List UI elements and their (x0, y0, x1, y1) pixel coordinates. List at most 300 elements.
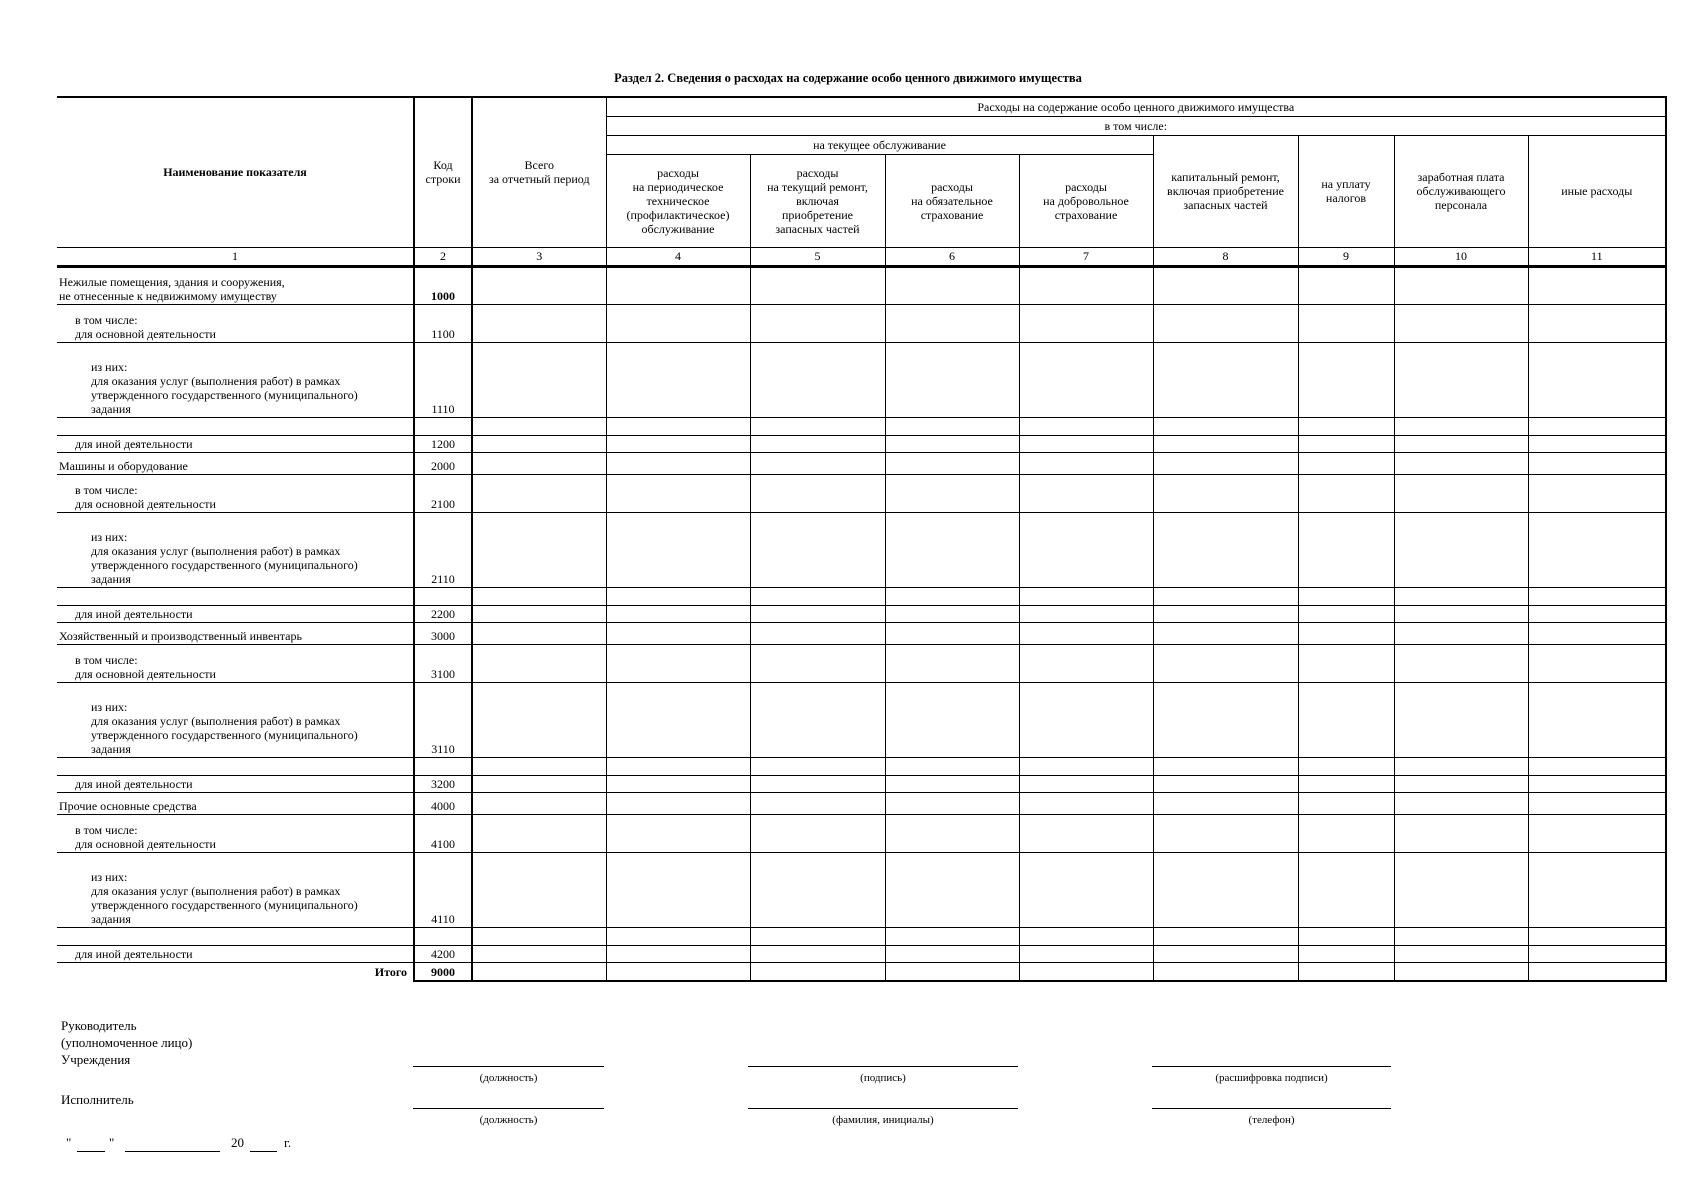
value-cell-col3[interactable] (472, 622, 606, 644)
value-cell-col11[interactable] (1528, 474, 1666, 512)
value-cell-col7[interactable] (1019, 945, 1153, 962)
value-cell-col4[interactable] (606, 927, 750, 945)
row-code: 2110 (414, 512, 472, 587)
value-cell-col8[interactable] (1153, 792, 1298, 814)
value-cell-col6[interactable] (885, 945, 1019, 962)
value-cell-col3[interactable] (472, 644, 606, 682)
header-code-col: Код строки (414, 97, 472, 247)
row-code: 2200 (414, 605, 472, 622)
value-cell-col3[interactable] (472, 512, 606, 587)
column-number: 1 (57, 247, 414, 266)
table-row (57, 587, 1666, 605)
header-col11: иные расходы (1528, 135, 1666, 247)
value-cell-col8[interactable] (1153, 417, 1298, 435)
total-cell-col10[interactable] (1394, 962, 1528, 981)
row-code (414, 587, 472, 605)
value-cell-col3[interactable] (472, 757, 606, 775)
date-quote-close: " (109, 1135, 115, 1150)
header-col6: расходы на обязательное страхование (885, 154, 1019, 247)
row-code (414, 417, 472, 435)
header-col10: заработная плата обслуживающего персонала (1394, 135, 1528, 247)
value-cell-col6[interactable] (885, 266, 1019, 304)
value-cell-col4[interactable] (606, 452, 750, 474)
value-cell-col9[interactable] (1298, 342, 1394, 417)
value-cell-col6[interactable] (885, 342, 1019, 417)
total-cell-col3[interactable] (472, 962, 606, 981)
column-number: 8 (1153, 247, 1298, 266)
value-cell-col11[interactable] (1528, 452, 1666, 474)
table-row (57, 945, 1666, 962)
value-cell-col7[interactable] (1019, 605, 1153, 622)
table-row (57, 452, 1666, 474)
total-cell-col5[interactable] (750, 962, 885, 981)
value-cell-col4[interactable] (606, 304, 750, 342)
value-cell-col10[interactable] (1394, 435, 1528, 452)
value-cell-col9[interactable] (1298, 417, 1394, 435)
table-body (57, 266, 1666, 981)
value-cell-col5[interactable] (750, 927, 885, 945)
row-name: для иной деятельности (57, 775, 414, 792)
value-cell-col10[interactable] (1394, 342, 1528, 417)
value-cell-col8[interactable] (1153, 644, 1298, 682)
value-cell-col7[interactable] (1019, 474, 1153, 512)
total-cell-col11[interactable] (1528, 962, 1666, 981)
row-name: в том числе: для основной деятельности (57, 814, 414, 852)
table-row (57, 435, 1666, 452)
date-century: 20 (231, 1135, 244, 1150)
value-cell-col9[interactable] (1298, 435, 1394, 452)
value-cell-col5[interactable] (750, 435, 885, 452)
value-cell-col4[interactable] (606, 775, 750, 792)
value-cell-col7[interactable] (1019, 622, 1153, 644)
value-cell-col5[interactable] (750, 682, 885, 757)
value-cell-col9[interactable] (1298, 512, 1394, 587)
table-row (57, 304, 1666, 342)
value-cell-col8[interactable] (1153, 435, 1298, 452)
value-cell-col9[interactable] (1298, 814, 1394, 852)
value-cell-col10[interactable] (1394, 474, 1528, 512)
total-cell-col4[interactable] (606, 962, 750, 981)
value-cell-col8[interactable] (1153, 852, 1298, 927)
value-cell-col9[interactable] (1298, 474, 1394, 512)
column-number: 9 (1298, 247, 1394, 266)
header-col9: на уплату налогов (1298, 135, 1394, 247)
value-cell-col4[interactable] (606, 814, 750, 852)
value-cell-col3[interactable] (472, 587, 606, 605)
value-cell-col8[interactable] (1153, 452, 1298, 474)
value-cell-col9[interactable] (1298, 452, 1394, 474)
value-cell-col7[interactable] (1019, 304, 1153, 342)
value-cell-col11[interactable] (1528, 512, 1666, 587)
row-code: 1000 (414, 266, 472, 304)
value-cell-col6[interactable] (885, 682, 1019, 757)
caption-position: (должность) (479, 1072, 538, 1084)
value-cell-col9[interactable] (1298, 587, 1394, 605)
value-cell-col4[interactable] (606, 682, 750, 757)
value-cell-col5[interactable] (750, 342, 885, 417)
value-cell-col9[interactable] (1298, 682, 1394, 757)
value-cell-col10[interactable] (1394, 266, 1528, 304)
row-code (414, 757, 472, 775)
value-cell-col4[interactable] (606, 945, 750, 962)
row-name: для иной деятельности (57, 945, 414, 962)
page-title: Раздел 2. Сведения о расходах на содержание особо ценного движимого имущества (614, 71, 1082, 85)
total-row (57, 962, 1666, 981)
value-cell-col11[interactable] (1528, 587, 1666, 605)
date-year-line[interactable] (250, 1151, 277, 1152)
value-cell-col5[interactable] (750, 852, 885, 927)
row-name: в том числе: для основной деятельности (57, 644, 414, 682)
table-row (57, 605, 1666, 622)
value-cell-col5[interactable] (750, 945, 885, 962)
caption-position-2: (должность) (479, 1114, 538, 1126)
executor-position-line[interactable] (413, 1108, 604, 1109)
date-quote-open: " (66, 1135, 72, 1150)
value-cell-col8[interactable] (1153, 342, 1298, 417)
value-cell-col10[interactable] (1394, 945, 1528, 962)
row-code: 4000 (414, 792, 472, 814)
column-number: 10 (1394, 247, 1528, 266)
row-name: Нежилые помещения, здания и сооружения, не отнесенные к недвижимому имуществу (57, 266, 414, 304)
column-number: 3 (472, 247, 606, 266)
caption-phone: (телефон) (1248, 1114, 1295, 1126)
value-cell-col10[interactable] (1394, 417, 1528, 435)
value-cell-col4[interactable] (606, 605, 750, 622)
value-cell-col9[interactable] (1298, 945, 1394, 962)
value-cell-col9[interactable] (1298, 644, 1394, 682)
value-cell-col6[interactable] (885, 622, 1019, 644)
value-cell-col6[interactable] (885, 644, 1019, 682)
head-position-line[interactable] (413, 1066, 604, 1067)
value-cell-col3[interactable] (472, 605, 606, 622)
row-name (57, 927, 414, 945)
value-cell-col3[interactable] (472, 814, 606, 852)
column-numbers-row (57, 247, 1666, 266)
row-name: для иной деятельности (57, 435, 414, 452)
value-cell-col6[interactable] (885, 852, 1019, 927)
value-cell-col5[interactable] (750, 304, 885, 342)
header-current-service: на текущее обслуживание (606, 135, 1153, 154)
value-cell-col11[interactable] (1528, 605, 1666, 622)
table-row (57, 927, 1666, 945)
value-cell-col5[interactable] (750, 417, 885, 435)
date-year-suffix: г. (284, 1135, 292, 1150)
value-cell-col7[interactable] (1019, 512, 1153, 587)
value-cell-col10[interactable] (1394, 304, 1528, 342)
value-cell-col10[interactable] (1394, 644, 1528, 682)
value-cell-col6[interactable] (885, 417, 1019, 435)
value-cell-col3[interactable] (472, 775, 606, 792)
value-cell-col8[interactable] (1153, 814, 1298, 852)
value-cell-col4[interactable] (606, 622, 750, 644)
value-cell-col6[interactable] (885, 605, 1019, 622)
column-number: 4 (606, 247, 750, 266)
value-cell-col8[interactable] (1153, 605, 1298, 622)
value-cell-col7[interactable] (1019, 757, 1153, 775)
value-cell-col10[interactable] (1394, 452, 1528, 474)
value-cell-col11[interactable] (1528, 342, 1666, 417)
column-number: 11 (1528, 247, 1666, 266)
caption-signature: (подпись) (860, 1072, 906, 1084)
value-cell-col6[interactable] (885, 474, 1019, 512)
value-cell-col11[interactable] (1528, 304, 1666, 342)
total-code: 9000 (414, 962, 472, 981)
value-cell-col3[interactable] (472, 792, 606, 814)
value-cell-col5[interactable] (750, 792, 885, 814)
value-cell-col11[interactable] (1528, 266, 1666, 304)
value-cell-col7[interactable] (1019, 814, 1153, 852)
value-cell-col4[interactable] (606, 644, 750, 682)
value-cell-col5[interactable] (750, 757, 885, 775)
total-cell-col9[interactable] (1298, 962, 1394, 981)
row-code: 3000 (414, 622, 472, 644)
value-cell-col11[interactable] (1528, 927, 1666, 945)
header-total-col: Всего за отчетный период (472, 97, 606, 247)
value-cell-col10[interactable] (1394, 775, 1528, 792)
value-cell-col5[interactable] (750, 814, 885, 852)
value-cell-col5[interactable] (750, 474, 885, 512)
value-cell-col4[interactable] (606, 792, 750, 814)
value-cell-col11[interactable] (1528, 814, 1666, 852)
value-cell-col5[interactable] (750, 605, 885, 622)
table-row (57, 342, 1666, 417)
value-cell-col6[interactable] (885, 757, 1019, 775)
table-row (57, 644, 1666, 682)
value-cell-col11[interactable] (1528, 682, 1666, 757)
value-cell-col7[interactable] (1019, 927, 1153, 945)
value-cell-col6[interactable] (885, 792, 1019, 814)
value-cell-col6[interactable] (885, 814, 1019, 852)
header-col5: расходы на текущий ремонт, включая приобретение запасных частей (750, 154, 885, 247)
header-name-col: Наименование показателя (57, 97, 414, 247)
value-cell-col7[interactable] (1019, 644, 1153, 682)
value-cell-col6[interactable] (885, 435, 1019, 452)
value-cell-col11[interactable] (1528, 852, 1666, 927)
row-code: 1200 (414, 435, 472, 452)
row-name: из них: для оказания услуг (выполнения работ) в рамках утвержденного государственного (муниципального) задания (57, 852, 414, 927)
table-row (57, 775, 1666, 792)
row-name: в том числе: для основной деятельности (57, 304, 414, 342)
value-cell-col11[interactable] (1528, 644, 1666, 682)
column-number: 2 (414, 247, 472, 266)
value-cell-col8[interactable] (1153, 304, 1298, 342)
caption-sig-decode: (расшифровка подписи) (1215, 1072, 1328, 1084)
row-name (57, 757, 414, 775)
value-cell-col3[interactable] (472, 417, 606, 435)
value-cell-col7[interactable] (1019, 417, 1153, 435)
value-cell-col4[interactable] (606, 417, 750, 435)
value-cell-col4[interactable] (606, 587, 750, 605)
header-col4: расходы на периодическое техническое (профилактическое) обслуживание (606, 154, 750, 247)
value-cell-col7[interactable] (1019, 435, 1153, 452)
value-cell-col10[interactable] (1394, 927, 1528, 945)
value-cell-col3[interactable] (472, 304, 606, 342)
total-cell-col8[interactable] (1153, 962, 1298, 981)
value-cell-col7[interactable] (1019, 342, 1153, 417)
date-month-line[interactable] (125, 1151, 220, 1152)
value-cell-col10[interactable] (1394, 587, 1528, 605)
value-cell-col6[interactable] (885, 452, 1019, 474)
row-code (414, 927, 472, 945)
header-including: в том числе: (606, 116, 1666, 135)
value-cell-col7[interactable] (1019, 266, 1153, 304)
row-code: 2100 (414, 474, 472, 512)
row-code: 3100 (414, 644, 472, 682)
value-cell-col3[interactable] (472, 342, 606, 417)
value-cell-col7[interactable] (1019, 852, 1153, 927)
value-cell-col11[interactable] (1528, 435, 1666, 452)
table-row (57, 682, 1666, 757)
value-cell-col6[interactable] (885, 587, 1019, 605)
value-cell-col3[interactable] (472, 927, 606, 945)
value-cell-col6[interactable] (885, 304, 1019, 342)
row-name: для иной деятельности (57, 605, 414, 622)
table-row (57, 417, 1666, 435)
row-code: 2000 (414, 452, 472, 474)
value-cell-col6[interactable] (885, 775, 1019, 792)
value-cell-col4[interactable] (606, 474, 750, 512)
value-cell-col6[interactable] (885, 927, 1019, 945)
row-name: из них: для оказания услуг (выполнения работ) в рамках утвержденного государственного (муниципального) задания (57, 682, 414, 757)
table-row (57, 814, 1666, 852)
value-cell-col9[interactable] (1298, 852, 1394, 927)
value-cell-col8[interactable] (1153, 945, 1298, 962)
value-cell-col4[interactable] (606, 342, 750, 417)
value-cell-col8[interactable] (1153, 587, 1298, 605)
value-cell-col5[interactable] (750, 452, 885, 474)
value-cell-col10[interactable] (1394, 622, 1528, 644)
value-cell-col10[interactable] (1394, 605, 1528, 622)
value-cell-col4[interactable] (606, 266, 750, 304)
value-cell-col5[interactable] (750, 775, 885, 792)
head-label: Руководитель (уполномоченное лицо) Учреждения (61, 1018, 193, 1067)
value-cell-col7[interactable] (1019, 792, 1153, 814)
value-cell-col9[interactable] (1298, 792, 1394, 814)
row-code: 4100 (414, 814, 472, 852)
value-cell-col11[interactable] (1528, 775, 1666, 792)
value-cell-col8[interactable] (1153, 474, 1298, 512)
value-cell-col8[interactable] (1153, 266, 1298, 304)
value-cell-col5[interactable] (750, 512, 885, 587)
value-cell-col8[interactable] (1153, 757, 1298, 775)
value-cell-col8[interactable] (1153, 512, 1298, 587)
row-code: 4200 (414, 945, 472, 962)
value-cell-col9[interactable] (1298, 266, 1394, 304)
value-cell-col6[interactable] (885, 512, 1019, 587)
value-cell-col7[interactable] (1019, 587, 1153, 605)
value-cell-col4[interactable] (606, 852, 750, 927)
head-signature-line[interactable] (748, 1066, 1018, 1067)
row-name: Хозяйственный и производственный инвентарь (57, 622, 414, 644)
value-cell-col4[interactable] (606, 757, 750, 775)
value-cell-col3[interactable] (472, 266, 606, 304)
table-row (57, 474, 1666, 512)
value-cell-col8[interactable] (1153, 682, 1298, 757)
value-cell-col5[interactable] (750, 587, 885, 605)
value-cell-col8[interactable] (1153, 775, 1298, 792)
value-cell-col10[interactable] (1394, 757, 1528, 775)
expenses-table (57, 96, 1667, 982)
value-cell-col3[interactable] (472, 852, 606, 927)
value-cell-col4[interactable] (606, 435, 750, 452)
value-cell-col3[interactable] (472, 474, 606, 512)
value-cell-col10[interactable] (1394, 792, 1528, 814)
value-cell-col9[interactable] (1298, 622, 1394, 644)
value-cell-col11[interactable] (1528, 757, 1666, 775)
value-cell-col3[interactable] (472, 452, 606, 474)
row-name: из них: для оказания услуг (выполнения работ) в рамках утвержденного государственного (муниципального) задания (57, 512, 414, 587)
value-cell-col10[interactable] (1394, 814, 1528, 852)
value-cell-col9[interactable] (1298, 304, 1394, 342)
table-row (57, 852, 1666, 927)
value-cell-col11[interactable] (1528, 417, 1666, 435)
total-label: Итого (57, 962, 414, 981)
value-cell-col7[interactable] (1019, 682, 1153, 757)
value-cell-col3[interactable] (472, 435, 606, 452)
caption-name: (фамилия, инициалы) (832, 1114, 934, 1126)
total-cell-col6[interactable] (885, 962, 1019, 981)
row-name (57, 587, 414, 605)
value-cell-col11[interactable] (1528, 792, 1666, 814)
date-day-line[interactable] (77, 1151, 105, 1152)
value-cell-col9[interactable] (1298, 605, 1394, 622)
value-cell-col5[interactable] (750, 266, 885, 304)
row-code: 1110 (414, 342, 472, 417)
row-name: в том числе: для основной деятельности (57, 474, 414, 512)
value-cell-col3[interactable] (472, 945, 606, 962)
row-code: 3110 (414, 682, 472, 757)
value-cell-col9[interactable] (1298, 775, 1394, 792)
total-cell-col7[interactable] (1019, 962, 1153, 981)
value-cell-col7[interactable] (1019, 452, 1153, 474)
table-row (57, 757, 1666, 775)
value-cell-col11[interactable] (1528, 945, 1666, 962)
head-sig-decode-line[interactable] (1152, 1066, 1391, 1067)
table-row (57, 266, 1666, 304)
value-cell-col8[interactable] (1153, 927, 1298, 945)
value-cell-col10[interactable] (1394, 512, 1528, 587)
row-code: 1100 (414, 304, 472, 342)
row-code: 4110 (414, 852, 472, 927)
header-col8: капитальный ремонт, включая приобретение запасных частей (1153, 135, 1298, 247)
table-row (57, 512, 1666, 587)
executor-label: Исполнитель (61, 1092, 134, 1107)
value-cell-col4[interactable] (606, 512, 750, 587)
value-cell-col5[interactable] (750, 644, 885, 682)
value-cell-col11[interactable] (1528, 622, 1666, 644)
executor-name-line[interactable] (748, 1108, 1018, 1109)
column-number: 6 (885, 247, 1019, 266)
table-row (57, 622, 1666, 644)
value-cell-col10[interactable] (1394, 852, 1528, 927)
value-cell-col7[interactable] (1019, 775, 1153, 792)
value-cell-col3[interactable] (472, 682, 606, 757)
value-cell-col8[interactable] (1153, 622, 1298, 644)
row-name: Прочие основные средства (57, 792, 414, 814)
value-cell-col5[interactable] (750, 622, 885, 644)
column-number: 5 (750, 247, 885, 266)
header-col7: расходы на добровольное страхование (1019, 154, 1153, 247)
column-number: 7 (1019, 247, 1153, 266)
executor-phone-line[interactable] (1152, 1108, 1391, 1109)
value-cell-col9[interactable] (1298, 927, 1394, 945)
header-expenses-group: Расходы на содержание особо ценного движимого имущества (606, 97, 1666, 116)
value-cell-col9[interactable] (1298, 757, 1394, 775)
row-code: 3200 (414, 775, 472, 792)
row-name (57, 417, 414, 435)
value-cell-col10[interactable] (1394, 682, 1528, 757)
row-name: Машины и оборудование (57, 452, 414, 474)
